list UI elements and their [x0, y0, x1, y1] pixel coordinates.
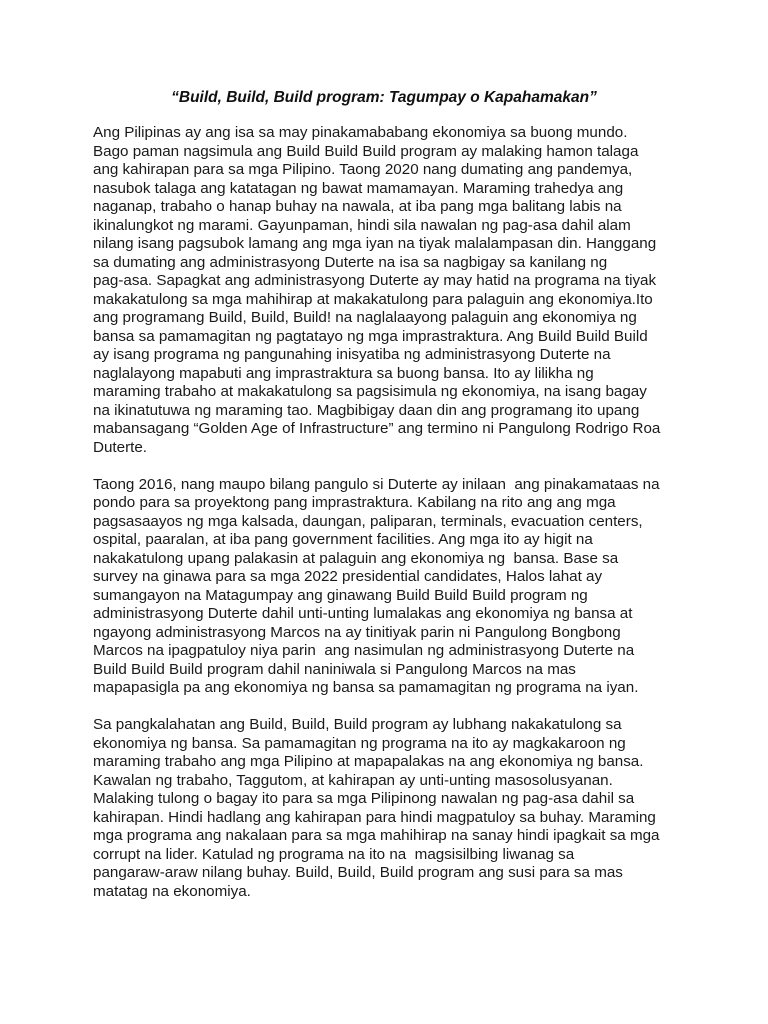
text-line: Sa pangkalahatan ang Build, Build, Build program ay lubhang nakakatulong sa: [93, 716, 622, 733]
text-line: maraming trabaho at makakatulong sa pagsisimula ng ekonomiya, na isang bagay: [93, 383, 647, 400]
text-line: ngayong administrasyong Marcos na ay tinitiyak parin ni Pangulong Bongbong: [93, 623, 621, 641]
text-line: kahirapan. Hindi hadlang ang kahirapan para hindi magpatuloy sa buhay. Maraming: [93, 808, 656, 826]
text-line: ay isang programa ng pangunahing inisyatiba ng administrasyong Duterte na: [93, 346, 611, 363]
text-line: Malaking tulong o bagay ito para sa mga Pilipinong nawalan ng pag-asa dahil sa: [93, 790, 635, 807]
text-line: nakakatulong upang palakasin at palaguin ang ekonomiya ng bansa. Base sa: [93, 549, 619, 567]
text-line: nasubok talaga ang katatagan ng bawat mamamayan. Maraming trahedya ang: [93, 179, 624, 197]
text-line: Marcos na ipagpatuloy niya parin ang nasimulan ng administrasyong Duterte na: [93, 642, 635, 659]
text-line: Taong 2016, nang maupo bilang pangulo si Duterte ay inilaan ang pinakamataas na: [93, 475, 660, 493]
text-line: mabansagang “Golden Age of Infrastructure” ang termino ni Pangulong Rodrigo Roa: [93, 420, 661, 437]
paragraph-1: [93, 124, 693, 457]
text-line: Build Build Build program dahil naniniwala si Pangulong Marcos na mas: [93, 660, 576, 678]
text-line: sumangayon na Matagumpay ang ginawang Build Build Build program ng: [93, 586, 588, 604]
text-line: pagsasaayos ng mga kalsada, daungan, paliparan, terminals, evacuation centers,: [93, 512, 643, 530]
text-line: ang programang Build, Build, Build! na naglalaayong palaguin ang ekonomiya ng: [93, 309, 637, 326]
text-line: survey na ginawa para sa mga 2022 presidential candidates, Halos lahat ay: [93, 568, 603, 585]
text-line: pondo para sa proyektong pang imprastraktura. Kabilang na rito ang ang mga: [93, 494, 616, 511]
text-line: ekonomiya ng bansa. Sa pamamagitan ng programa na ito ay magkakaroon ng: [93, 734, 626, 752]
text-line: pag-asa. Sapagkat ang administrasyong Duterte ay may hatid na programa na tiyak: [93, 272, 657, 289]
text-line: mapapasigla pa ang ekonomiya ng bansa sa pamamagitan ng programa na iyan.: [93, 679, 639, 696]
text-line: nilang isang pagsubok lamang ang mga iyan na tiyak malalampasan din. Hanggang: [93, 235, 657, 252]
text-line: naganap, trabaho o hanap buhay na nawala, at iba pang mga balitang labis na: [93, 198, 622, 215]
text-line: Bago paman nagsimula ang Build Build Build program ay malaking hamon talaga: [93, 142, 639, 160]
text-line: Duterte.: [93, 438, 148, 456]
text-line: sa dumating ang administrasyong Duterte na isa sa nagbigay sa kanilang ng: [93, 253, 608, 271]
text-line: bansa sa pamamagitan ng pagtatayo ng mga imprastraktura. Ang Build Build Build: [93, 327, 648, 345]
text-line: Kawalan ng trabaho, Taggutom, at kahirapan ay unti-unting masosolusyanan.: [93, 771, 613, 789]
text-line: makakatulong sa mga mahihirap at makakatulong para palaguin ang ekonomiya.Ito: [93, 290, 653, 308]
paragraph-2: [93, 476, 693, 698]
text-line: corrupt na lider. Katulad ng programa na ito na magsisilbing liwanag sa: [93, 845, 575, 863]
text-line: ikinalungkot ng marami. Gayunpaman, hindi sila nawalan ng pag-asa dahil alam: [93, 216, 631, 234]
paragraph-3: [93, 716, 693, 901]
document-title: “Build, Build, Build program: Tagumpay o Kapahamakan”: [171, 89, 597, 106]
text-line: mga programa ang nakalaan para sa mga mahihirap na sanay hindi ipagkait sa mga: [93, 827, 660, 844]
text-line: pangaraw-araw nilang buhay. Build, Build, Build program ang susi para sa mas: [93, 864, 623, 881]
document-body: [93, 124, 693, 920]
text-line: naglalayong mapabuti ang imprastraktura sa buong bansa. Ito ay lilikha ng: [93, 364, 594, 382]
text-line: maraming trabaho ang mga Pilipino at mapapalakas na ang ekonomiya ng bansa.: [93, 753, 644, 770]
text-line: na ikinatutuwa ng maraming tao. Magbibigay daan din ang programang ito upang: [93, 401, 640, 419]
text-line: ospital, paaralan, at iba pang government facilities. Ang mga ito ay higit na: [93, 531, 593, 548]
text-line: ang kahirapan para sa mga Pilipino. Taong 2020 nang dumating ang pandemya,: [93, 161, 633, 178]
text-line: matatag na ekonomiya.: [93, 882, 251, 900]
text-line: administrasyong Duterte dahil unti-unting lumalakas ang ekonomiya ng bansa at: [93, 605, 633, 622]
text-line: Ang Pilipinas ay ang isa sa may pinakamababang ekonomiya sa buong mundo.: [93, 124, 628, 141]
